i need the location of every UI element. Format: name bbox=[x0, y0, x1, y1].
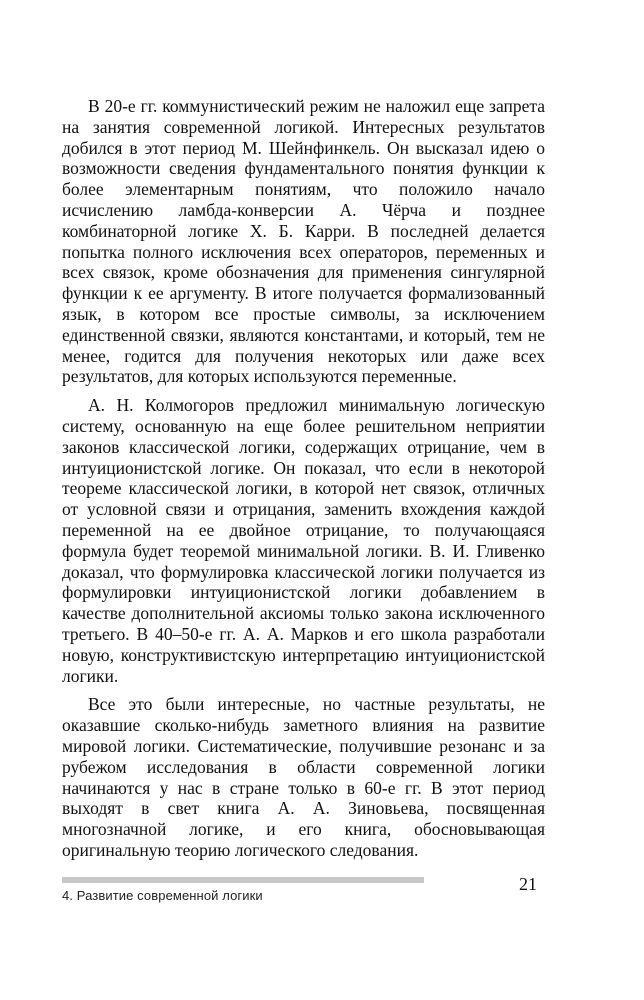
page-number: 21 bbox=[519, 874, 537, 894]
running-footer: 4. Развитие современной логики bbox=[62, 888, 263, 903]
footer-rule bbox=[62, 877, 424, 883]
body-text bbox=[62, 96, 545, 869]
paragraph-2: А. Н. Колмогоров предложил минимальную логическую систему, основанную на еще более решительном неприятии законов классической логики, содержащих отрицание, чем в интуиционистской логике. Он показал, что если в некоторой теореме классической логики, в которой нет связок, отличных от условной связи и отрицания, заменить вхождения каждой переменной на ее двойное отрицание, то получающаяся формула будет теоремой минимальной логики. В. И. Гливенко доказал, что формулировка классической логики получается из формулировки интуиционистской логики добавлением в качестве дополнительной аксиомы только закона исключенного третьего. В 40–50-е гг. А. А. Марков и его школа разработали новую, конструктивистскую интерпретацию интуиционистской логики. bbox=[62, 395, 545, 686]
paragraph-1: В 20-е гг. коммунистический режим не наложил еще запрета на занятия современной логикой. Интересных результатов добился в этот период М. Шейнфинкель. Он высказал идею о возможности сведения фундаментального понятия функции к более элементарным понятиям, что положило начало исчислению ламбда-конверсии А. Чёрча и позднее комбинаторной логике Х. Б. Карри. В последней делается попытка полного исключения всех операторов, переменных и всех связок, кроме обозначения для применения сингулярной функции к ее аргументу. В итоге получается формализованный язык, в котором все простые символы, за исключением единственной связки, являются константами, и который, тем не менее, годится для получения некоторых или даже всех результатов, для которых используются переменные. bbox=[62, 96, 545, 387]
paragraph-3: Все это были интересные, но частные результаты, не оказавшие сколько-нибудь заметного влияния на развитие мировой логики. Систематические, получившие резонанс и за рубежом исследования в области современной логики начинаются у нас в стране только в 60-е гг. В этот период выходят в свет книга А. А. Зиновьева, посвященная многозначной логике, и его книга, обосновывающая оригинальную теорию логического следования. bbox=[62, 694, 545, 860]
